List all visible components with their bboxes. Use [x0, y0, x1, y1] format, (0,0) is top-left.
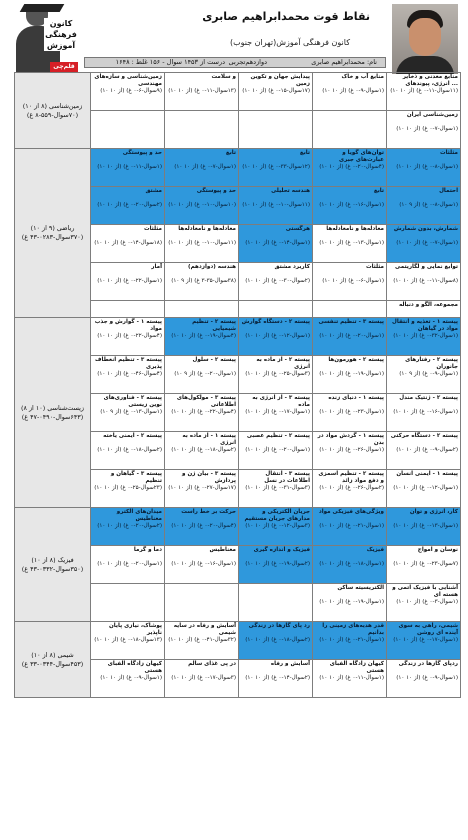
topic-cell — [239, 432, 313, 470]
topic-detail: (۱۰ از ۹) (۱سوال-۹-۰ غ) — [399, 371, 458, 377]
topic-title: زمین‌شناسی و سازه‌های مهندسی — [94, 74, 162, 87]
photo-face-shape — [409, 18, 441, 56]
topic-cell — [239, 225, 313, 263]
topic-title: آشنایی با فیزیک اتمی و هسته ای — [392, 585, 458, 598]
topic-cell — [313, 149, 387, 187]
topic-detail: (۱۰ از ۱۰) (۳سوال-۱۲-۰ غ) — [245, 523, 310, 529]
topic-title: کاربرد مشتق — [274, 264, 310, 270]
topic-title: پیسته ۲ - ژنتیک مندل — [399, 395, 458, 401]
topic-title: زمین‌شناسی ایران — [406, 112, 458, 118]
topic-cell — [165, 508, 239, 546]
topic-title: پیسته ۳ - گیاهان و تنظیم — [110, 471, 162, 484]
topic-cell — [313, 225, 387, 263]
topic-detail: (۱۰ از ۱۰) (۳سوال-۳۱-۰ غ) — [245, 485, 310, 491]
topic-detail: (۱۰ از ۹) (۱سوال-۱۳-۰ غ) — [100, 409, 162, 415]
topic-cell — [387, 225, 461, 263]
table-row — [15, 318, 461, 356]
topic-title: فیزیک و اندازه گیری — [253, 547, 310, 553]
topic-cell — [313, 432, 387, 470]
mortarboard-icon — [20, 4, 65, 12]
topic-detail: (۱۰ از ۱۰) (۱۱سوال-۱۰-۰ غ) — [168, 240, 236, 246]
topic-detail: (۱۰ از ۱۰) (۱سوال-۱۲-۰ غ) — [245, 333, 310, 339]
topic-cell — [313, 73, 387, 111]
topic-cell — [387, 660, 461, 698]
topic-detail: (۱۰ از ۱۰) (۲سوال-۱۸-۰ غ) — [245, 637, 310, 643]
topic-cell — [313, 111, 387, 149]
topic-cell — [239, 470, 313, 508]
topic-cell — [239, 149, 313, 187]
topic-title: پیسته ۳ - تنظیم انعطاف پذیری — [94, 357, 162, 370]
topic-title: پیسته ۱ - تغذیه و انتقال مواد در گیاهان — [392, 319, 458, 332]
topic-detail: (۱۰ از ۱۰) (۳سوال-۱۷-۰ غ) — [171, 675, 236, 681]
topic-title: الکتریسیته ساکن — [337, 585, 384, 591]
topic-cell — [91, 508, 165, 546]
topic-title: پیسته ۳ - مولکول‌های اطلاعاتی — [176, 395, 236, 408]
topic-title: مغناطیس — [209, 547, 236, 553]
topic-title: شیمی، راهی به سوی آینده ای روشن — [398, 623, 458, 636]
report-title: نقاط قوت محمدابراهیم صابری — [202, 10, 370, 23]
topic-title: در پی غذای سالم — [188, 661, 236, 667]
topic-cell — [387, 508, 461, 546]
topic-detail: (۱۰ از ۱۰) (۷سوال-۲۳-۰ غ) — [393, 561, 458, 567]
topic-detail: (۱۰ از ۱۰) (۱۰سوال-۱۰-۰ غ) — [168, 202, 236, 208]
topic-cell — [387, 111, 461, 149]
topic-detail: (۱۰ از ۱۰) (۱سوال-۱۹-۰ غ) — [319, 371, 384, 377]
topic-cell — [91, 149, 165, 187]
topic-cell — [387, 318, 461, 356]
topic-detail: (۱۰ از ۱۰) (۳سوال-۲۵-۰ غ) — [245, 371, 310, 377]
topic-title: آسایش و رفاه — [270, 661, 310, 667]
topic-cell — [165, 301, 239, 318]
topic-cell — [387, 356, 461, 394]
topic-detail: (۱۰ از ۱۰) (۱سوال-۷-۰ غ) — [174, 164, 236, 170]
topic-cell — [313, 470, 387, 508]
topic-title: پیسته ۲ - ایمنی یاخته — [103, 433, 162, 439]
topic-cell — [91, 111, 165, 149]
topic-detail: (۱۰ از ۱۰) (۱سوال-۸-۰ غ) — [396, 164, 458, 170]
topic-cell — [387, 187, 461, 225]
topic-cell — [165, 470, 239, 508]
topic-detail: (۱۰ از ۱۰) (۴سوال-۲۲-۰ غ) — [171, 409, 236, 415]
topic-title: هرگستی — [285, 226, 310, 232]
topic-title: کار، انرژی و توان — [409, 509, 458, 515]
topic-detail: (۱۰ از ۱۰) (۱۲سوال-۳۳-۰ غ) — [242, 164, 310, 170]
topic-cell — [165, 263, 239, 301]
topic-cell — [91, 660, 165, 698]
topic-title: منابع معدنی و ذخایر انرژی، پیوندهای ... — [402, 74, 458, 87]
topic-cell — [313, 301, 387, 318]
topic-title: میدان‌های الکترو مغناطیس — [116, 509, 162, 522]
topic-cell — [165, 660, 239, 698]
topic-cell — [91, 318, 165, 356]
subject-physics: فیزیک (۸ از ۱۰) (۳۵۰سوال-۰۳۳۲-۴۳ غ) — [15, 508, 91, 622]
subject-geology: زمین‌شناسی (۸ از ۱۰) (۷۰سوال-۵۵۹-۸ غ) — [15, 73, 91, 149]
topic-title: مجموعه، الگو و دنباله — [398, 302, 458, 308]
topic-detail: (۱۰ از ۱۰) (۱سوال-۳۲-۰ غ) — [393, 333, 458, 339]
topic-cell — [91, 187, 165, 225]
topic-title: کیهان زادگاه الفبای هستی — [107, 661, 162, 674]
topic-detail: (۱۰ از ۱۰) (۱سوال-۱۶-۰ غ) — [393, 409, 458, 415]
topic-cell — [165, 111, 239, 149]
topic-cell — [165, 356, 239, 394]
topic-title: مثلثات — [143, 226, 162, 232]
topic-title: حرکت بر خط راست — [181, 509, 236, 515]
subject-chemistry: شیمی (۸ از ۱۰) (۴۵۳سوال-۰۳۴۴-۳۳ غ) — [15, 622, 91, 698]
topic-title: ویژگی‌های فیزیکی مواد — [318, 509, 384, 515]
topic-detail: (۱۰ از ۱۰) (۲سوال-۳۰-۰ غ) — [245, 278, 310, 284]
topic-detail: (۱۰ از ۱۰) (۲سوال-۲۶-۰ غ) — [319, 485, 384, 491]
topic-detail: (۱۰ از ۱۰) (۱سوال-۶-۰ غ) — [322, 278, 384, 284]
topic-detail: (۱۰ از ۱۰) (۱۷سوال-۱۵-۰ غ) — [242, 88, 310, 94]
topic-detail: (۱۰ از ۱۰) (۱سوال-۱۶-۰ غ) — [171, 561, 236, 567]
topic-detail: (۱۰ از ۱۰) (۱سوال-۱۸-۰ غ) — [319, 561, 384, 567]
topic-detail: (۱۰ از ۱۰) (۱سوال-۹-۰ غ) — [396, 675, 458, 681]
topic-cell — [313, 660, 387, 698]
topic-cell — [239, 187, 313, 225]
topic-detail: (۱۰ از ۱۰) (۱سوال-۲۳-۰ غ) — [319, 409, 384, 415]
topic-detail: (۱۰ از ۱۰) (۲سوال-۲۰-۰ غ) — [97, 202, 162, 208]
topic-title: پوشاک، نیازی پایان ناپذیر — [109, 623, 162, 636]
topic-cell — [239, 546, 313, 584]
student-score-summary: ۱۶۴۸ : درست از ۱۴۵۳ سوال - ۱۵۶ غلط — [115, 58, 225, 66]
strengths-table — [14, 72, 461, 698]
topic-cell — [165, 394, 239, 432]
student-major: دوازدهم‌تجربی — [228, 58, 267, 66]
topic-title: تابع — [299, 150, 310, 156]
topic-title: مثلثات — [439, 150, 458, 156]
topic-cell — [387, 301, 461, 318]
topic-title: هندسه (دوازدهم) — [188, 264, 236, 270]
topic-cell — [239, 508, 313, 546]
topic-title: منابع آب و خاک — [341, 74, 384, 80]
topic-title: پیسته ۱ - گردش مواد در بدن — [317, 433, 384, 446]
topic-cell — [387, 432, 461, 470]
topic-detail: (۱۰ از ۹) (۱سوال-۲۰-۰ غ) — [174, 371, 236, 377]
topic-cell — [239, 263, 313, 301]
topic-detail: (۱۰ از ۱۰) (۱سوال-۷-۰ غ) — [396, 240, 458, 246]
topic-cell — [165, 432, 239, 470]
topic-title: پیسته ۳ - از انرژی به ماده — [252, 395, 310, 408]
topic-cell — [239, 394, 313, 432]
topic-cell — [387, 394, 461, 432]
topic-cell — [239, 318, 313, 356]
topic-title: پیسته ۲ - تنظیم اسمزی و دفع مواد زائد — [318, 471, 384, 484]
topic-detail: (۱۰ از ۱۰) (۴سوال-۲۰-۰ غ) — [171, 523, 236, 529]
topic-cell — [91, 301, 165, 318]
topic-detail: (۱۰ از ۱۰) (۱سوال-۱۳-۰ غ) — [319, 240, 384, 246]
topic-detail: (۱۰ از ۱۰) (۱سوال-۱۳-۰ غ) — [393, 523, 458, 529]
topic-cell — [313, 508, 387, 546]
topic-cell — [165, 187, 239, 225]
topic-title: مثلثات — [365, 264, 384, 270]
topic-title: قدر هدیه‌های زمینی را بدانیم — [322, 623, 384, 636]
topic-title: نوسان و امواج — [417, 547, 458, 553]
topic-detail: (۱۰ از ۱۰) (۱سوال-۲۱-۰ غ) — [319, 523, 384, 529]
student-name: نام: محمدابراهیم صابری — [311, 58, 377, 66]
topic-cell — [239, 111, 313, 149]
topic-title: پیسته ۱ - دنیای زنده — [328, 395, 384, 401]
topic-detail: (۱۰ از ۱۰) (۲سوال-۱۴-۰ غ) — [245, 675, 310, 681]
topic-detail: (۱۰ از ۱۰) (۱سوال-۱۹-۰ غ) — [319, 599, 384, 605]
topic-cell — [91, 394, 165, 432]
topic-cell — [313, 356, 387, 394]
topic-title: و سلامت — [211, 74, 236, 80]
topic-detail: (۱۰ از ۱۰) (۱سوال-۹-۰ غ) — [100, 675, 162, 681]
topic-detail: (۱۰ از ۱۰) (۱۸سوال-۱۴-۰ غ) — [94, 240, 162, 246]
logo-tag-text: قلم‌چی — [50, 62, 78, 72]
topic-title: هندسه تحلیلی — [271, 188, 310, 194]
topic-title: حد و پیوستگی — [196, 188, 236, 194]
topic-cell — [165, 318, 239, 356]
topic-detail: (۱۰ از ۱۰) (۲سوال-۱۹-۰ غ) — [245, 561, 310, 567]
topic-title: رد پای گازها در زندگی — [248, 623, 310, 629]
topic-detail: (۱۰ از ۱۰) (۱سوال-۲۶-۰ غ) — [319, 447, 384, 453]
topic-title: احتمال — [439, 188, 458, 194]
topic-detail: (۱۰ از ۱۰) (۱سوال-۱۷-۰ غ) — [245, 409, 310, 415]
topic-detail: (۱۰ از ۱۰) (۱سوال-۳-۰ غ) — [396, 599, 458, 605]
topic-detail: (۱۰ از ۱۰) (۱۷سوال-۲۷-۰ غ) — [168, 485, 236, 491]
topic-detail: (۱۰ از ۱۰) (۱سوال-۲۱-۰ غ) — [319, 637, 384, 643]
topic-detail: (۱۰ از ۱۰) (۱سوال-۱۱-۰ غ) — [319, 675, 384, 681]
table-row — [15, 508, 461, 546]
topic-detail: (۱۰ از ۱۰) (۴سوال-۲۰-۰ غ) — [319, 164, 384, 170]
topic-detail: (۱۰ از ۱۰) (۲۳سوال-۲۵-۰ غ) — [94, 485, 162, 491]
topic-cell — [313, 263, 387, 301]
topic-detail: (۱۰ از ۱۰) (۱سوال-۲۰-۰ غ) — [97, 561, 162, 567]
topic-title: پیسته ۲ - دستگاه حرکتی — [390, 433, 458, 439]
topic-title: پیسته ۳ - انتقال اطلاعات در نسل — [264, 471, 310, 484]
topic-cell — [91, 584, 165, 622]
topic-title: آسایش و رفاه در سایه شیمی — [173, 623, 236, 636]
topic-detail: (۱۰ از ۱۰) (۱۱سوال-۱۰-۰ غ) — [242, 202, 310, 208]
topic-cell — [387, 263, 461, 301]
topic-cell — [91, 356, 165, 394]
topic-detail: (۱۰ از ۱۰) (۱سوال-۲۰-۰ غ) — [319, 333, 384, 339]
topic-cell — [165, 622, 239, 660]
topic-cell — [313, 584, 387, 622]
topic-cell — [387, 73, 461, 111]
topic-cell — [239, 301, 313, 318]
topic-cell — [387, 149, 461, 187]
topic-title: پیسته ۱ - گوارش و جذب مواد — [94, 319, 162, 332]
topic-detail: (۱۰ از ۱۰) (۱سوال-۷-۰ غ) — [396, 126, 458, 132]
subject-biology: زیست‌شناسی (۱۰ از ۸) (۶۴۳سوال-۰۴۹۰-۴۷ غ) — [15, 318, 91, 508]
table-row — [15, 149, 461, 187]
topic-detail: (۱۰ از ۱۰) (۱سوال-۱۲-۰ غ) — [393, 485, 458, 491]
topic-detail: (۱۰ از ۱۰) (۲سوال-۱۸-۰ غ) — [97, 447, 162, 453]
topic-title: پیسته ۳ - بیان ژن و پردازش — [182, 471, 236, 484]
topic-title: پیسته ۲ - دستگاه گوارش — [241, 319, 310, 325]
topic-cell — [165, 584, 239, 622]
table-row — [15, 622, 461, 660]
topic-title: جریان الکتریکی و مدارهای جریان مستقیم — [244, 509, 310, 522]
topic-cell — [165, 73, 239, 111]
topic-title: پیسته ۲ - فناوری‌های نوین زیستی — [103, 395, 162, 408]
topic-detail: (۱۰ از ۱۰) (۱سوال-۱۶-۰ غ) — [319, 202, 384, 208]
topic-title: پیسته ۲ - سلول — [192, 357, 236, 363]
topic-detail: (۱۰ از ۱۰) (۹سوال-۶-۰ غ) — [100, 88, 162, 94]
topic-detail: (۱۰ از ۱۰) (۱سوال-۱۱-۰ غ) — [97, 164, 162, 170]
topic-title: پیدایش جهان و تکوین زمین — [250, 74, 310, 87]
topic-cell — [91, 546, 165, 584]
topic-title: آمار — [151, 264, 162, 270]
topic-detail: (۱۰ از ۱۰) (۴سوال-۱۹-۰ غ) — [171, 333, 236, 339]
topic-detail: (۱۰ از ۱۰) (۱سوال-۲۲-۰ غ) — [97, 278, 162, 284]
student-photo — [392, 4, 458, 74]
topic-cell — [313, 318, 387, 356]
topic-cell — [313, 187, 387, 225]
topic-cell — [91, 263, 165, 301]
topic-detail: (۱۰ از ۱۰) (۳۲سوال-۴۱-۰ غ) — [168, 637, 236, 643]
topic-title: معادله‌ها و نامعادله‌ها — [178, 226, 236, 232]
topic-detail: (۱۰ از ۱۰) (۲سوال-۱۸-۰ غ) — [171, 447, 236, 453]
topic-detail: (۱۰ از ۱۰) (۴سوال-۲۲-۰ غ) — [97, 333, 162, 339]
topic-cell — [165, 546, 239, 584]
topic-title: دما و گرما — [133, 547, 162, 553]
topic-cell — [313, 394, 387, 432]
report-subtitle: کانون فرهنگی آموزش(تهران جنوب) — [229, 38, 350, 47]
topic-title: فیزیک — [366, 547, 384, 553]
topic-detail: (۱۰ از ۱۰) (۱۳سوال-۱۱-۰ غ) — [168, 88, 236, 94]
topic-title: پیسته ۲ - تنظیم عصبی — [246, 433, 310, 439]
topic-title: پیسته ۱ - از ماده به انرژی — [182, 433, 236, 446]
topic-detail: (۱۰ از ۱۰) (۱سوال-۹-۰ غ) — [322, 88, 384, 94]
topic-cell — [91, 225, 165, 263]
topic-detail: (۱۰ از ۱۰) (۱سوال-۱۴-۰ غ) — [245, 240, 310, 246]
topic-cell — [239, 660, 313, 698]
topic-title: مشتق — [145, 188, 162, 194]
topic-detail: (۱۰ از ۱۰) (۱سوال-۱۷-۰ غ) — [393, 637, 458, 643]
topic-title: کیهان زادگاه الفبای هستی — [329, 661, 384, 674]
kanoon-logo — [14, 4, 78, 78]
topic-title: توان‌های گویا و عبارت‌های جبری — [338, 150, 384, 163]
topic-cell — [165, 149, 239, 187]
topic-cell — [239, 584, 313, 622]
topic-cell — [387, 584, 461, 622]
topic-title: حد و پیوستگی — [122, 150, 162, 156]
subject-math: ریاضی (۹ از ۱۰) (۳۷۰سوال-۰۲۸۳-۴۳ غ) — [15, 149, 91, 318]
topic-cell — [91, 432, 165, 470]
topic-detail: (۱۰ از ۱۰) (۱سوال-۲۰-۰ غ) — [245, 447, 310, 453]
topic-title: پیسته ۲ - از ماده به انرژی — [256, 357, 310, 370]
topic-cell — [165, 225, 239, 263]
topic-cell — [91, 73, 165, 111]
topic-title: پیسته ۱ - ایمنی انسان — [396, 471, 458, 477]
topic-title: تابع — [373, 188, 384, 194]
topic-cell — [387, 470, 461, 508]
topic-detail: (۱۰ از ۱۰) (۱۱سوال-۱۱-۰ غ) — [390, 88, 458, 94]
topic-cell — [313, 622, 387, 660]
topic-title: معادله‌ها و نامعادله‌ها — [326, 226, 384, 232]
topic-cell — [239, 622, 313, 660]
topic-detail: (۱۰ از ۹) (۳۸سوال-۳۵-۳ غ) — [171, 278, 236, 284]
topic-detail: (۱۰ از ۹) (۱سوال-۸-۰ غ) — [399, 202, 458, 208]
topic-cell — [239, 356, 313, 394]
topic-cell — [91, 470, 165, 508]
topic-detail: (۱۰ از ۱۰) (۱۳سوال-۱۸-۰ غ) — [94, 637, 162, 643]
topic-title: پیسته ۲ - تنظیم شیمیایی — [192, 319, 236, 332]
topic-title: پیسته ۲ - هورمون‌ها — [328, 357, 384, 363]
topic-title: تابع — [225, 150, 236, 156]
topic-title: توابع نمایی و لگاریتمی — [395, 264, 458, 270]
topic-title: ردپای گازها در زندگی — [398, 661, 458, 667]
logo-brand-text: کانون فرهنگی آموزش — [45, 19, 77, 50]
topic-cell — [313, 546, 387, 584]
topic-detail: (۱۰ از ۱۰) (۸سوال-۱۱-۰ غ) — [393, 278, 458, 284]
topic-cell — [387, 546, 461, 584]
topic-title: پیسته ۳ - تنظیم تنفسی — [318, 319, 384, 325]
topic-title: شمارش، بدون شمارش — [393, 226, 458, 232]
topic-cell — [91, 622, 165, 660]
topic-detail: (۱۰ از ۱۰) (۲سوال-۲۰-۰ غ) — [97, 523, 162, 529]
topic-detail: (۱۰ از ۱۰) (۴سوال-۴۶-۰ غ) — [97, 371, 162, 377]
topic-detail: (۱۰ از ۱۰) (۲سوال-۹-۰ غ) — [396, 447, 458, 453]
student-info-bar — [84, 57, 386, 68]
topic-cell — [239, 73, 313, 111]
topic-cell — [387, 622, 461, 660]
table-row — [15, 73, 461, 111]
topic-title: پیسته ۲ - رفتارهای جانوران — [405, 357, 458, 370]
